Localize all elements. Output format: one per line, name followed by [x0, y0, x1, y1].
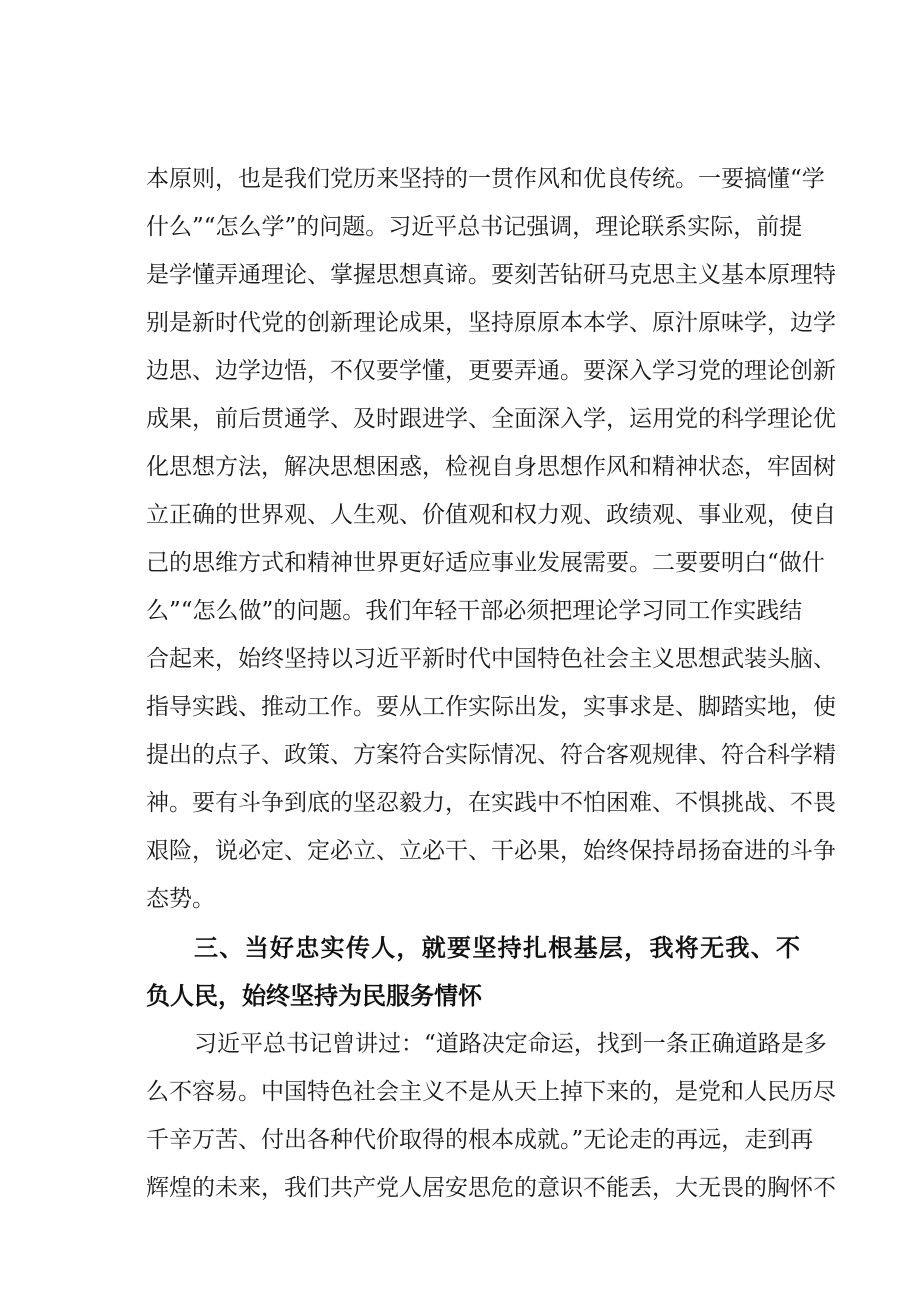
text-line: 别是新时代党的创新理论成果，坚持原原本本学、原汁原味学，边学 — [146, 310, 836, 336]
text-line: 什么”“怎么学”的问题。习近平总书记强调，理论联系实际，前提 — [146, 214, 803, 240]
text-line: 么不容易。中国特色社会主义不是从天上掉下来的，是党和人民历尽 — [146, 1079, 836, 1105]
text-line: 指导实践、推动工作。要从工作实际出发，实事求是、脚踏实地，使 — [146, 694, 836, 720]
text-line: 千辛万苦、付出各种代价取得的根本成就。”无论走的再远，走到再 — [146, 1127, 814, 1153]
heading-line: 三、当好忠实传人，就要坚持扎根基层，我将无我、不 — [194, 934, 800, 962]
heading-line: 负人民，始终坚持为民服务情怀 — [146, 982, 482, 1010]
text-line: 化思想方法，解决思想困惑，检视自身思想作风和精神状态，牢固树 — [146, 454, 836, 480]
text-line: 习近平总书记曾讲过：“道路决定命运，找到一条正确道路是多 — [194, 1031, 827, 1057]
text-line: 立正确的世界观、人生观、价值观和权力观、政绩观、事业观，使自 — [146, 502, 836, 528]
text-line: 艰险，说必定、定必立、立必干、干必果，始终保持昂扬奋进的斗争 — [146, 838, 836, 864]
text-line: 成果，前后贯通学、及时跟进学、全面深入学，运用党的科学理论优 — [146, 406, 836, 432]
text-line: 辉煌的未来，我们共产党人居安思危的意识不能丢，大无畏的胸怀不 — [146, 1175, 836, 1201]
text-line: 态势。 — [146, 886, 215, 912]
text-line: 提出的点子、政策、方案符合实际情况、符合客观规律、符合科学精 — [146, 742, 836, 768]
text-line: 么”“怎么做”的问题。我们年轻干部必须把理论学习同工作实践结 — [146, 598, 803, 624]
text-line: 是学懂弄通理论、掌握思想真谛。要刻苦钻研马克思主义基本原理特 — [146, 262, 836, 288]
text-line: 己的思维方式和精神世界更好适应事业发展需要。二要要明白“做什 — [146, 550, 825, 576]
text-line: 合起来，始终坚持以习近平新时代中国特色社会主义思想武装头脑、 — [146, 646, 836, 672]
text-line: 边思、边学边悟，不仅要学懂，更要弄通。要深入学习党的理论创新 — [146, 358, 836, 384]
text-line: 本原则，也是我们党历来坚持的一贯作风和优良传统。一要搞懂“学 — [146, 166, 825, 192]
text-line: 神。要有斗争到底的坚忍毅力，在实践中不怕困难、不惧挑战、不畏 — [146, 790, 836, 816]
